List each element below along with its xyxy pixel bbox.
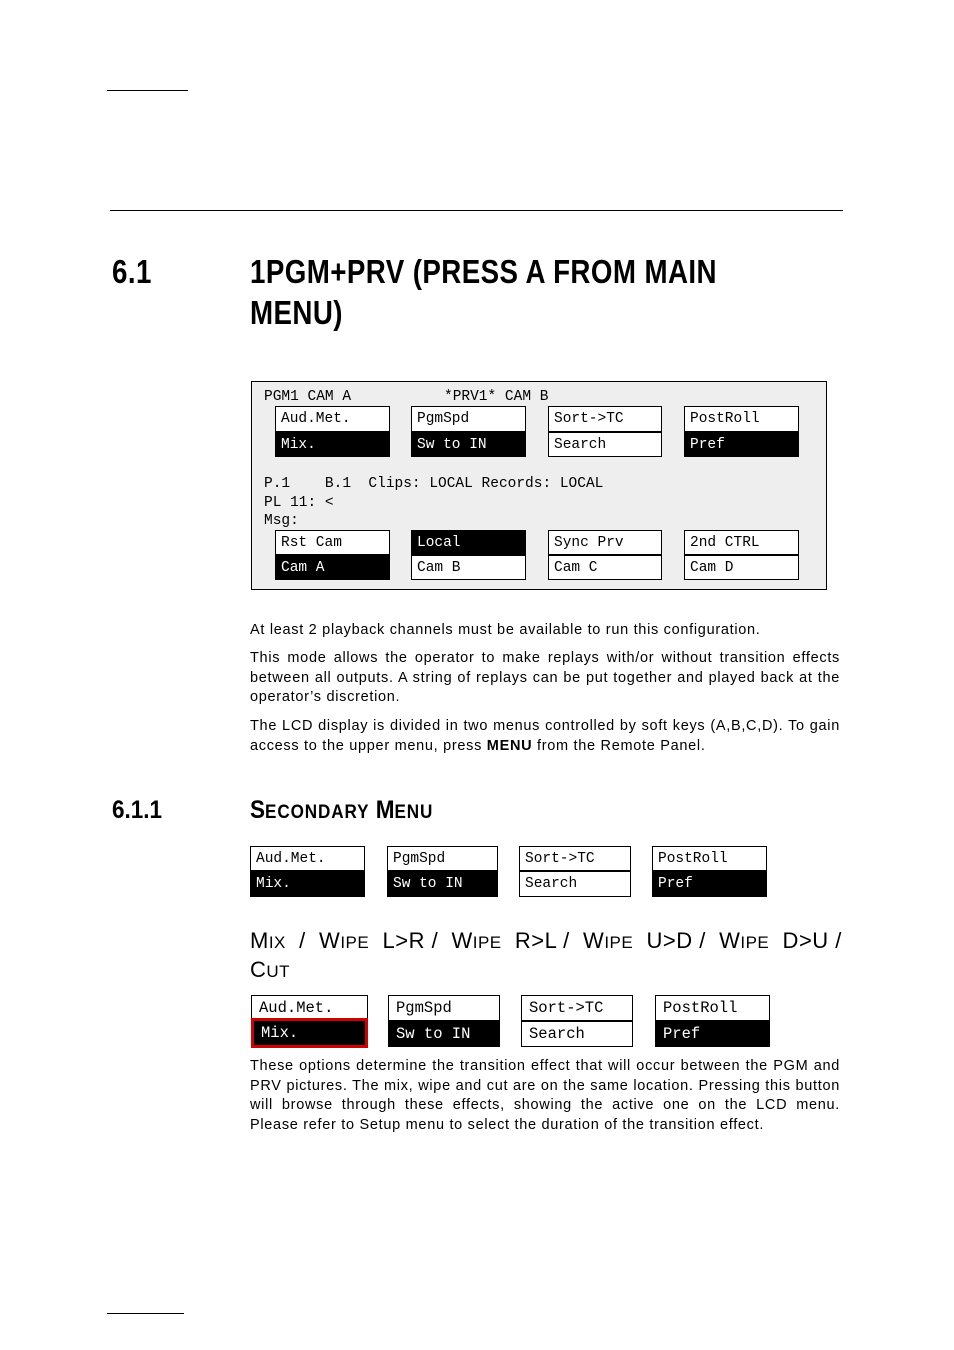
- lcd-upper-key-c-bottom[interactable]: Search: [548, 432, 662, 457]
- mix-heading-sep: /: [292, 928, 313, 953]
- mix-key-d-top[interactable]: PostRoll: [655, 995, 770, 1021]
- section-title-line2: MENU): [250, 294, 343, 331]
- lcd-lower-key-c-top[interactable]: Sync Prv: [548, 530, 662, 555]
- mix-heading-sep: L>R /: [375, 928, 445, 953]
- lcd-upper-key-b-top[interactable]: PgmSpd: [411, 406, 526, 432]
- lcd-msg-line: Msg:: [264, 513, 299, 529]
- mix-key-b-top[interactable]: PgmSpd: [388, 995, 500, 1021]
- paragraph-playback-channels: At least 2 playback channels must be available to run this configuration.: [250, 622, 761, 638]
- paragraph-lcd-description: [250, 717, 840, 756]
- header-full-rule: [110, 210, 843, 211]
- mix-heading-sep: U>D /: [639, 928, 713, 953]
- lcd-upper-key-a-bottom[interactable]: Mix.: [275, 432, 390, 457]
- secondary-key-d-bottom[interactable]: Pref: [652, 871, 767, 897]
- mix-key-c-top[interactable]: Sort->TC: [521, 995, 633, 1021]
- section-title-line1: 1PGM+PRV (PRESS A FROM MAIN: [250, 253, 717, 290]
- mix-key-c-bottom[interactable]: Search: [521, 1021, 633, 1047]
- mix-wipe-heading-line2: CUT: [250, 957, 291, 982]
- menu-key-name: MENU: [486, 737, 533, 754]
- mix-heading-part: WIPE: [451, 928, 502, 953]
- paragraph-mode-description: This mode allows the operator to make replays with/or without transition effects between all outputs. A string of replays can be put together and played back at the operator’s discretion.: [250, 650, 840, 705]
- mix-heading-part: MIX: [250, 928, 286, 953]
- mix-key-a-bottom-highlighted[interactable]: Mix.: [251, 1018, 368, 1048]
- secondary-key-c-bottom[interactable]: Search: [519, 871, 631, 897]
- lcd-lower-key-d-bottom[interactable]: Cam D: [684, 555, 799, 580]
- mix-key-d-bottom[interactable]: Pref: [655, 1021, 770, 1047]
- lcd-display: [251, 381, 827, 590]
- lcd-header-right: *PRV1* CAM B: [444, 389, 549, 405]
- secondary-key-c-top[interactable]: Sort->TC: [519, 846, 631, 871]
- lcd-upper-key-d-top[interactable]: PostRoll: [684, 406, 799, 432]
- lcd-upper-key-b-bottom[interactable]: Sw to IN: [411, 432, 526, 457]
- lcd-upper-key-c-top[interactable]: Sort->TC: [548, 406, 662, 432]
- subsection-title-cap1: S: [250, 796, 266, 824]
- subsection-number: 6.1.1: [112, 796, 163, 824]
- paragraph-lcd-text-1: The LCD display is divided in two menus controlled by soft keys (A,B,C,D). To gain access to the upper menu, press: [250, 718, 840, 754]
- lcd-lower-key-c-bottom[interactable]: Cam C: [548, 555, 662, 580]
- subsection-title-rest1: ECONDARY: [265, 802, 370, 823]
- header-short-rule: [107, 90, 188, 91]
- subsection-title-cap2: M: [375, 796, 395, 824]
- lcd-lower-key-b-bottom[interactable]: Cam B: [411, 555, 526, 580]
- paragraph-lcd-text-2: from the Remote Panel.: [532, 737, 706, 754]
- lcd-header-left: PGM1 CAM A: [264, 389, 352, 405]
- mix-heading-part: WIPE: [319, 928, 370, 953]
- paragraph-transition-options: These options determine the transition effect that will occur between the PGM and PRV pictures. The mix, wipe and cut are on the same location. Pressing this button will browse through these effects, showing the active one on the LCD menu. Please refer to Setup menu to select the duration of the transition effect.: [250, 1058, 840, 1133]
- secondary-key-b-top[interactable]: PgmSpd: [387, 846, 498, 871]
- mix-heading-sep: D>U /: [775, 928, 842, 953]
- secondary-key-b-bottom[interactable]: Sw to IN: [387, 871, 498, 897]
- secondary-key-a-bottom[interactable]: Mix.: [250, 871, 365, 897]
- lcd-lower-key-a-top[interactable]: Rst Cam: [275, 530, 390, 555]
- secondary-key-d-top[interactable]: PostRoll: [652, 846, 767, 871]
- lcd-pl-line: PL 11: <: [264, 495, 334, 511]
- subsection-title: [250, 796, 433, 825]
- mix-heading-part: WIPE: [583, 928, 634, 953]
- footer-short-rule: [107, 1313, 184, 1314]
- mix-wipe-heading-line1: [250, 926, 842, 957]
- lcd-upper-key-d-bottom[interactable]: Pref: [684, 432, 799, 457]
- secondary-key-a-top[interactable]: Aud.Met.: [250, 846, 365, 871]
- mix-heading-part: WIPE: [719, 928, 770, 953]
- section-number: 6.1: [112, 253, 152, 290]
- lcd-lower-key-b-top[interactable]: Local: [411, 530, 526, 555]
- subsection-title-rest2: ENU: [394, 802, 434, 823]
- mix-key-b-bottom[interactable]: Sw to IN: [388, 1021, 500, 1047]
- mix-heading-sep: R>L /: [508, 928, 577, 953]
- lcd-upper-key-a-top[interactable]: Aud.Met.: [275, 406, 390, 432]
- lcd-status-line: P.1 B.1 Clips: LOCAL Records: LOCAL: [264, 476, 604, 492]
- mix-key-a-top[interactable]: Aud.Met.: [251, 995, 368, 1020]
- lcd-lower-key-a-bottom[interactable]: Cam A: [275, 555, 390, 580]
- lcd-lower-key-d-top[interactable]: 2nd CTRL: [684, 530, 799, 555]
